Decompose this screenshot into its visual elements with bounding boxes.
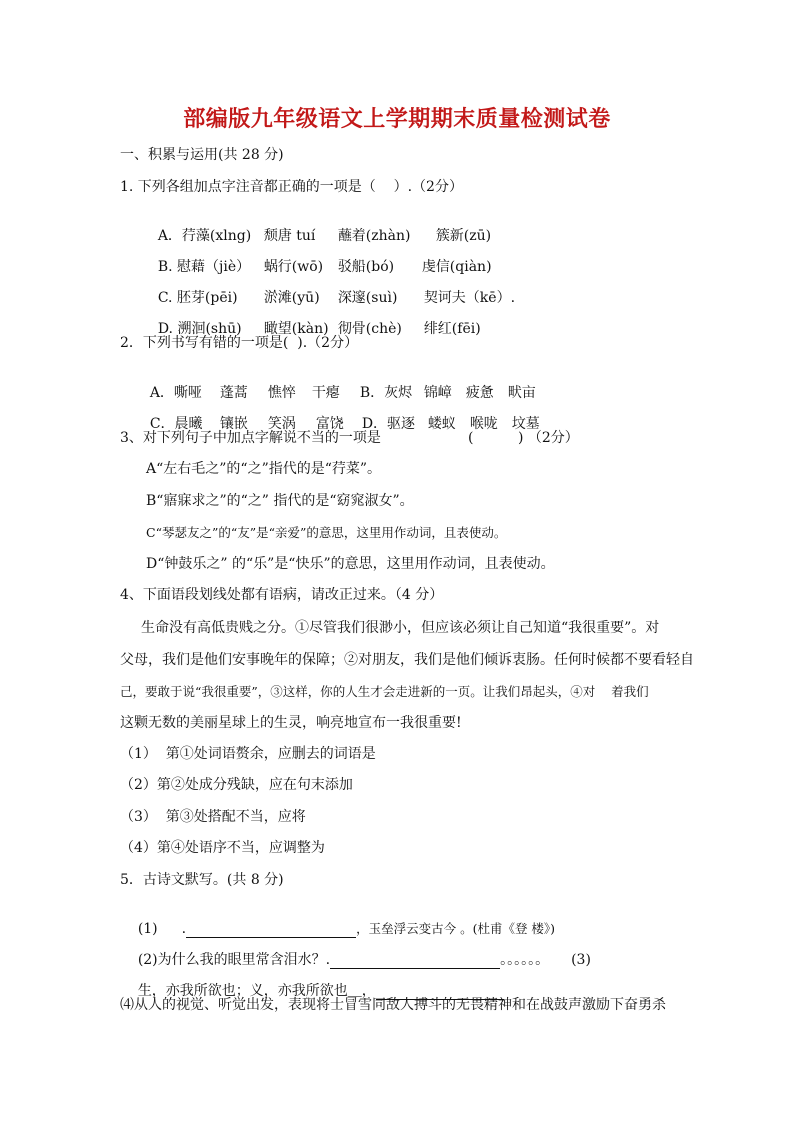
q1-a-2: 颓唐 tuí — [263, 228, 316, 244]
q2-r1-1: A．嘶哑 — [149, 385, 202, 401]
q3-stem: 3、对下列句子中加点字解说不当的一项是 — [120, 430, 381, 446]
q1-a-3: 蘸着(zhàn) — [337, 228, 411, 244]
q1-c-1: C. 胚芽(pēi) — [157, 290, 238, 306]
q4-passage-line-1: 生命没有高低贵贱之分。①尽管我们很渺小，但应该必须让自己知道“我很重要”。对 — [141, 620, 660, 636]
q4-item-1: （1） 第①处词语赘余，应删去的词语是 — [120, 746, 376, 762]
q1-b-1: B. 慰藉（jiè） — [157, 259, 251, 275]
q3-option-d: D“钟鼓乐之” 的“乐”是“快乐”的意思，这里用作动词，且表使动。 — [146, 556, 555, 572]
q1-d-4: 绯红(fēi) — [423, 321, 481, 337]
q2-r1-5: B．灰烬 — [359, 385, 413, 401]
q5-item3-text: 生，亦我所欲也；义，亦我所欲也＿， — [137, 983, 376, 999]
q2-stem: 2．下列书写有错的一项是( ).（2分） — [120, 335, 359, 351]
q2-r1-2: 蓬蒿 — [219, 385, 248, 401]
q2-r1-4: 干瘪 — [311, 385, 340, 401]
q2-r2-8: 坟墓 — [511, 416, 540, 432]
q1-d-1: D. 溯洄(shū) — [157, 321, 242, 337]
q1-c-3: 深邃(suì) — [337, 290, 398, 306]
exam-title: 部编版九年级语文上学期期末质量检测试卷 — [183, 106, 611, 132]
q1-b-2: 蜗行(wō) — [263, 259, 324, 275]
q3-option-c: C“琴瑟友之”的“友”是“亲爱”的意思，这里用作动词，且表使动。 — [146, 525, 507, 540]
q3-option-a: A“左右毛之”的“之”指代的是“荇菜”。 — [146, 461, 382, 477]
q2-r1-8: 畎亩 — [507, 385, 536, 401]
q1-d-2: 瞰望(kàn) — [263, 321, 329, 337]
q2-r2-4: 富饶 — [315, 416, 344, 432]
q3-answer-paren: ( ) （2分） — [468, 430, 579, 446]
q1-stem: 1. 下列各组加点字注音都正确的一项是（ ）.（2分） — [120, 179, 463, 195]
q5-item1-number: (1) — [137, 921, 158, 937]
q4-stem: 4、下面语段划线处都有语病，请改正过来。（4 分） — [120, 587, 444, 603]
q4-item-2: （2）第②处成分残缺，应在句末添加 — [120, 777, 353, 793]
q1-b-4: 虔信(qiàn) — [421, 259, 492, 275]
q1-c-2: 淤滩(yū) — [263, 290, 320, 306]
section-heading: 一、积累与运用(共 28 分) — [120, 147, 284, 163]
q5-item1-text: ，玉垒浮云变古今 。(杜甫《登 楼》) — [356, 921, 556, 936]
q4-passage-line-4: 这颗无数的美丽星球上的生灵，响亮地宣布一我很重要! — [120, 715, 462, 731]
q5-item1-dot: . — [181, 921, 187, 937]
q4-item-4: （4）第④处语序不当，应调整为 — [120, 840, 325, 856]
q1-a-4: 簇新(zū) — [435, 228, 492, 244]
q1-d-3: 彻骨(chè) — [337, 321, 402, 337]
q5-item2-tail: 。。。。。。 — [500, 952, 550, 968]
q5-line-4: ⑷从人的视觉、听觉出发，表现将士冒雪同敌人搏斗的无畏精神和在战鼓声激励下奋勇杀 — [120, 997, 666, 1013]
q2-r1-7: 疲惫 — [465, 385, 494, 401]
q2-r1-3: 憔悴 — [267, 385, 296, 401]
q1-b-3: 驳船(bó) — [337, 259, 395, 275]
q4-passage-line-2: 父母，我们是他们安事晚年的保障；②对朋友，我们是他们倾诉衷肠。任何时候都不要看轻自 — [120, 652, 694, 668]
q1-a-1: A．荇藻(xlng) — [157, 228, 252, 244]
q5-item2-text: (2)为什么我的眼里常含泪水？. — [137, 952, 331, 968]
q2-r2-6: 蝼蚁 — [427, 416, 456, 432]
q2-r1-6: 锦嶂 — [423, 385, 452, 401]
q2-r2-5: D．驱逐 — [361, 416, 416, 432]
q5-item3-number: (3) — [571, 952, 591, 968]
q2-r2-1: C．晨曦 — [149, 416, 203, 432]
q4-item-3: （3） 第③处搭配不当，应将 — [120, 809, 306, 825]
q1-c-4: 契诃夫（kē）. — [423, 290, 516, 306]
q4-passage-line-3: 己，要敢于说“我很重要”，③这样，你的人生才会走进新的一页。让我们昂起头，④对 着我们 — [120, 684, 649, 699]
q2-r2-3: 笑涡 — [267, 416, 296, 432]
q2-r2-2: 镶嵌 — [219, 416, 248, 432]
q5-stem: 5．古诗文默写。(共 8 分) — [120, 872, 284, 888]
q3-option-b: B“寤寐求之”的“之” 指代的是“窈窕淑女”。 — [146, 493, 414, 509]
q2-r2-7: 喉咙 — [469, 416, 498, 432]
